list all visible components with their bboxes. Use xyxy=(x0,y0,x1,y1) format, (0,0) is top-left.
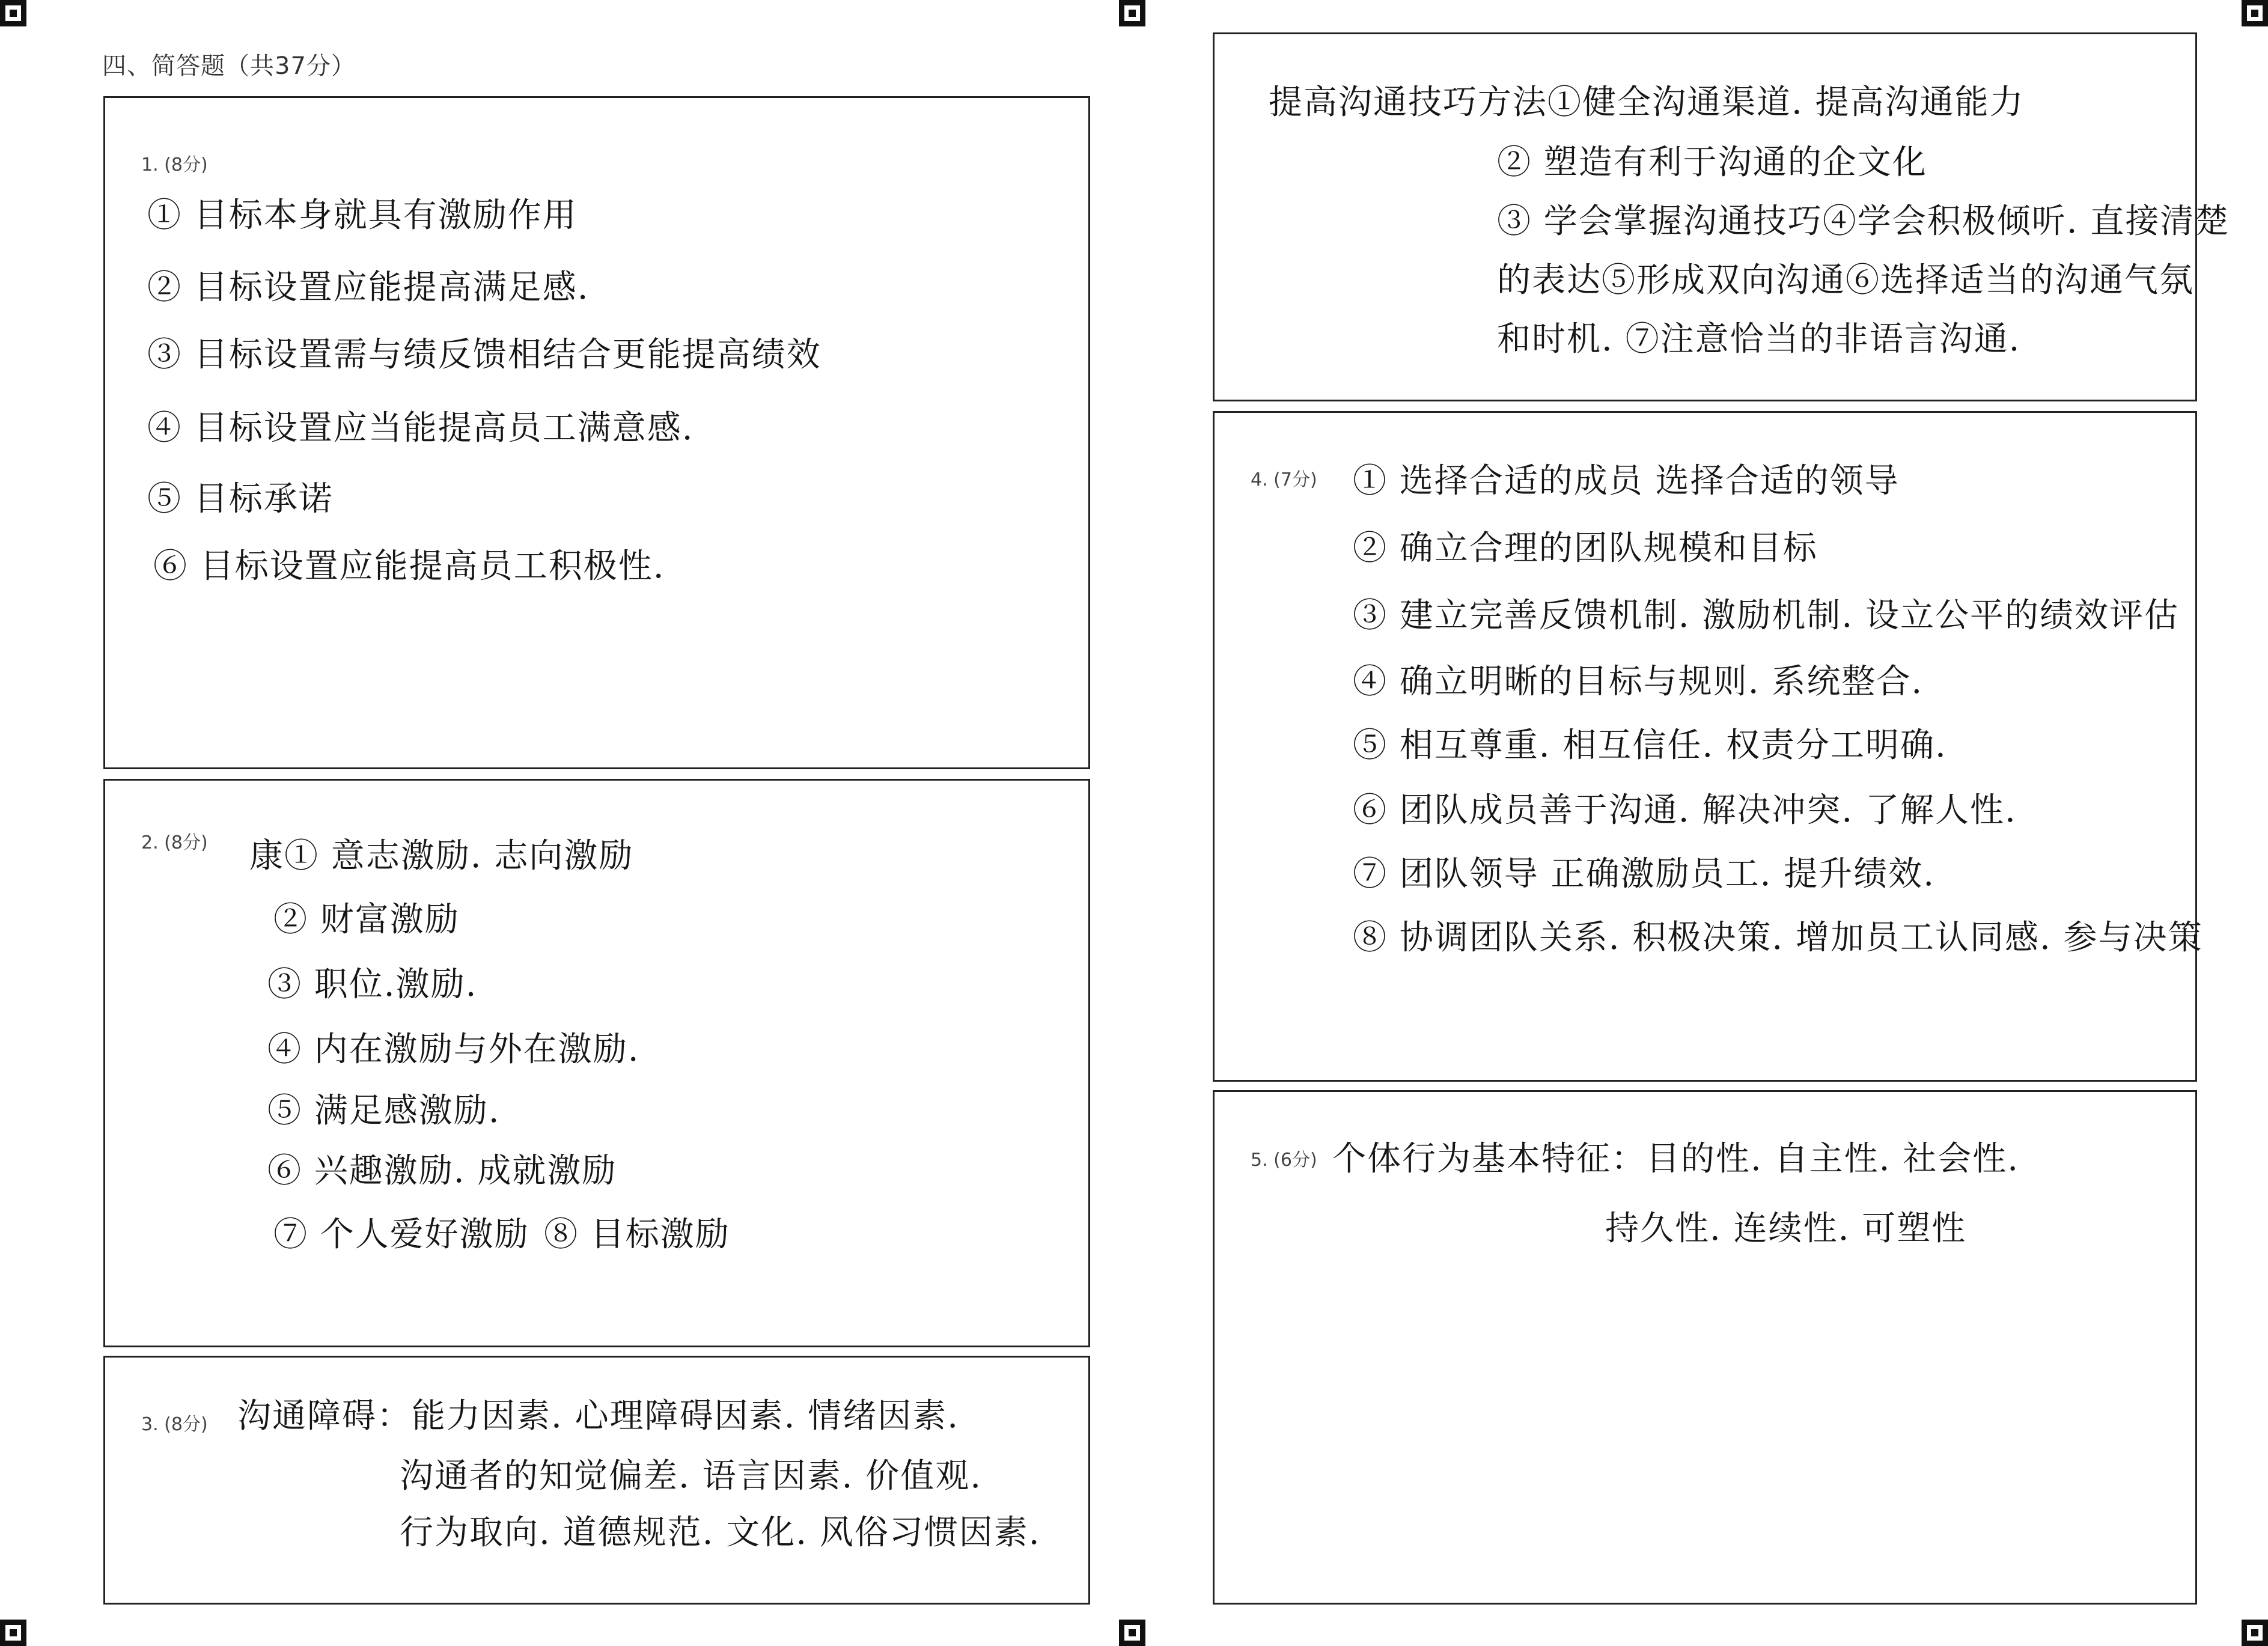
corner-marker-top-left xyxy=(0,0,26,26)
answer-line: ④ 目标设置应当能提高员工满意感. xyxy=(147,409,694,448)
answer-line: ③ 建立完善反馈机制. 激励机制. 设立公平的绩效评估 xyxy=(1353,596,2180,635)
answer-line: ② 目标设置应能提高满足感. xyxy=(147,268,590,307)
answer-line: ② 塑造有利于沟通的企文化 xyxy=(1497,143,1927,182)
answer-box-q1 xyxy=(103,96,1090,769)
answer-line: ④ 内在激励与外在激励. xyxy=(267,1030,640,1069)
section-title: 四、简答题（共37分） xyxy=(102,52,356,80)
question-label-q4: 4. (7分) xyxy=(1251,469,1317,490)
answer-line: ② 财富激励 xyxy=(273,900,460,939)
answer-line: ① 选择合适的成员 选择合适的领导 xyxy=(1353,462,1900,501)
answer-line: 沟通障碍：能力因素. 心理障碍因素. 情绪因素. xyxy=(237,1397,960,1436)
answer-line: ⑧ 目标激励 xyxy=(544,1215,730,1254)
answer-line: 的表达⑤形成双向沟通⑥选择适当的沟通气氛 xyxy=(1497,261,2194,300)
answer-line: ⑤ 相互尊重. 相互信任. 权责分工明确. xyxy=(1353,726,1947,765)
answer-line: ① 目标本身就具有激励作用 xyxy=(147,196,578,235)
answer-line: ③ 职位.激励. xyxy=(267,965,478,1004)
question-label-q2: 2. (8分) xyxy=(141,832,208,853)
answer-line: 康① 意志激励. 志向激励 xyxy=(249,837,634,876)
answer-line: ⑥ 兴趣激励. 成就激励 xyxy=(267,1151,617,1190)
answer-line: 行为取向. 道德规范. 文化. 风俗习惯因素. xyxy=(400,1513,1041,1552)
answer-line: ⑤ 目标承诺 xyxy=(147,480,334,519)
answer-line: 个体行为基本特征：目的性. 自主性. 社会性. xyxy=(1332,1139,2020,1178)
corner-marker-bottom-right xyxy=(2242,1620,2268,1646)
corner-marker-bottom-left xyxy=(0,1620,26,1646)
answer-line: ④ 确立明晰的目标与规则. 系统整合. xyxy=(1353,662,1924,701)
question-label-q3: 3. (8分) xyxy=(141,1414,208,1435)
answer-box-q3 xyxy=(103,1356,1090,1605)
answer-box-q2 xyxy=(103,779,1090,1347)
answer-line: ⑤ 满足感激励. xyxy=(267,1091,501,1130)
question-label-q1: 1. (8分) xyxy=(141,154,208,175)
answer-line: ⑥ 团队成员善于沟通. 解决冲突. 了解人性. xyxy=(1353,791,2017,830)
answer-line: 提高沟通技巧方法①健全沟通渠道. 提高沟通能力 xyxy=(1269,83,2025,122)
answer-box-q5 xyxy=(1213,1090,2197,1605)
answer-line: ⑧ 协调团队关系. 积极决策. 增加员工认同感. 参与决策 xyxy=(1353,918,2203,957)
answer-line: ③ 学会掌握沟通技巧④学会积极倾听. 直接清楚 xyxy=(1497,202,2230,241)
corner-marker-top-right xyxy=(2242,0,2268,26)
corner-marker-bottom-center xyxy=(1119,1620,1145,1646)
corner-marker-top-center xyxy=(1119,0,1145,26)
answer-line: 持久性. 连续性. 可塑性 xyxy=(1605,1209,1967,1248)
question-label-q5: 5. (6分) xyxy=(1251,1150,1317,1171)
answer-box-q4 xyxy=(1213,411,2203,1082)
answer-box-q3-continued xyxy=(1213,32,2230,401)
answer-line: ② 确立合理的团队规模和目标 xyxy=(1353,529,1818,568)
answer-line: ③ 目标设置需与绩反馈相结合更能提高绩效 xyxy=(147,335,822,374)
answer-line: ⑥ 目标设置应能提高员工积极性. xyxy=(153,547,665,586)
answer-line: 和时机. ⑦注意恰当的非语言沟通. xyxy=(1497,320,2021,359)
answer-line: 沟通者的知觉偏差. 语言因素. 价值观. xyxy=(400,1457,983,1496)
answer-line: ⑦ 个人爱好激励 xyxy=(273,1215,529,1254)
answer-line: ⑦ 团队领导 正确激励员工. 提升绩效. xyxy=(1353,855,1936,894)
